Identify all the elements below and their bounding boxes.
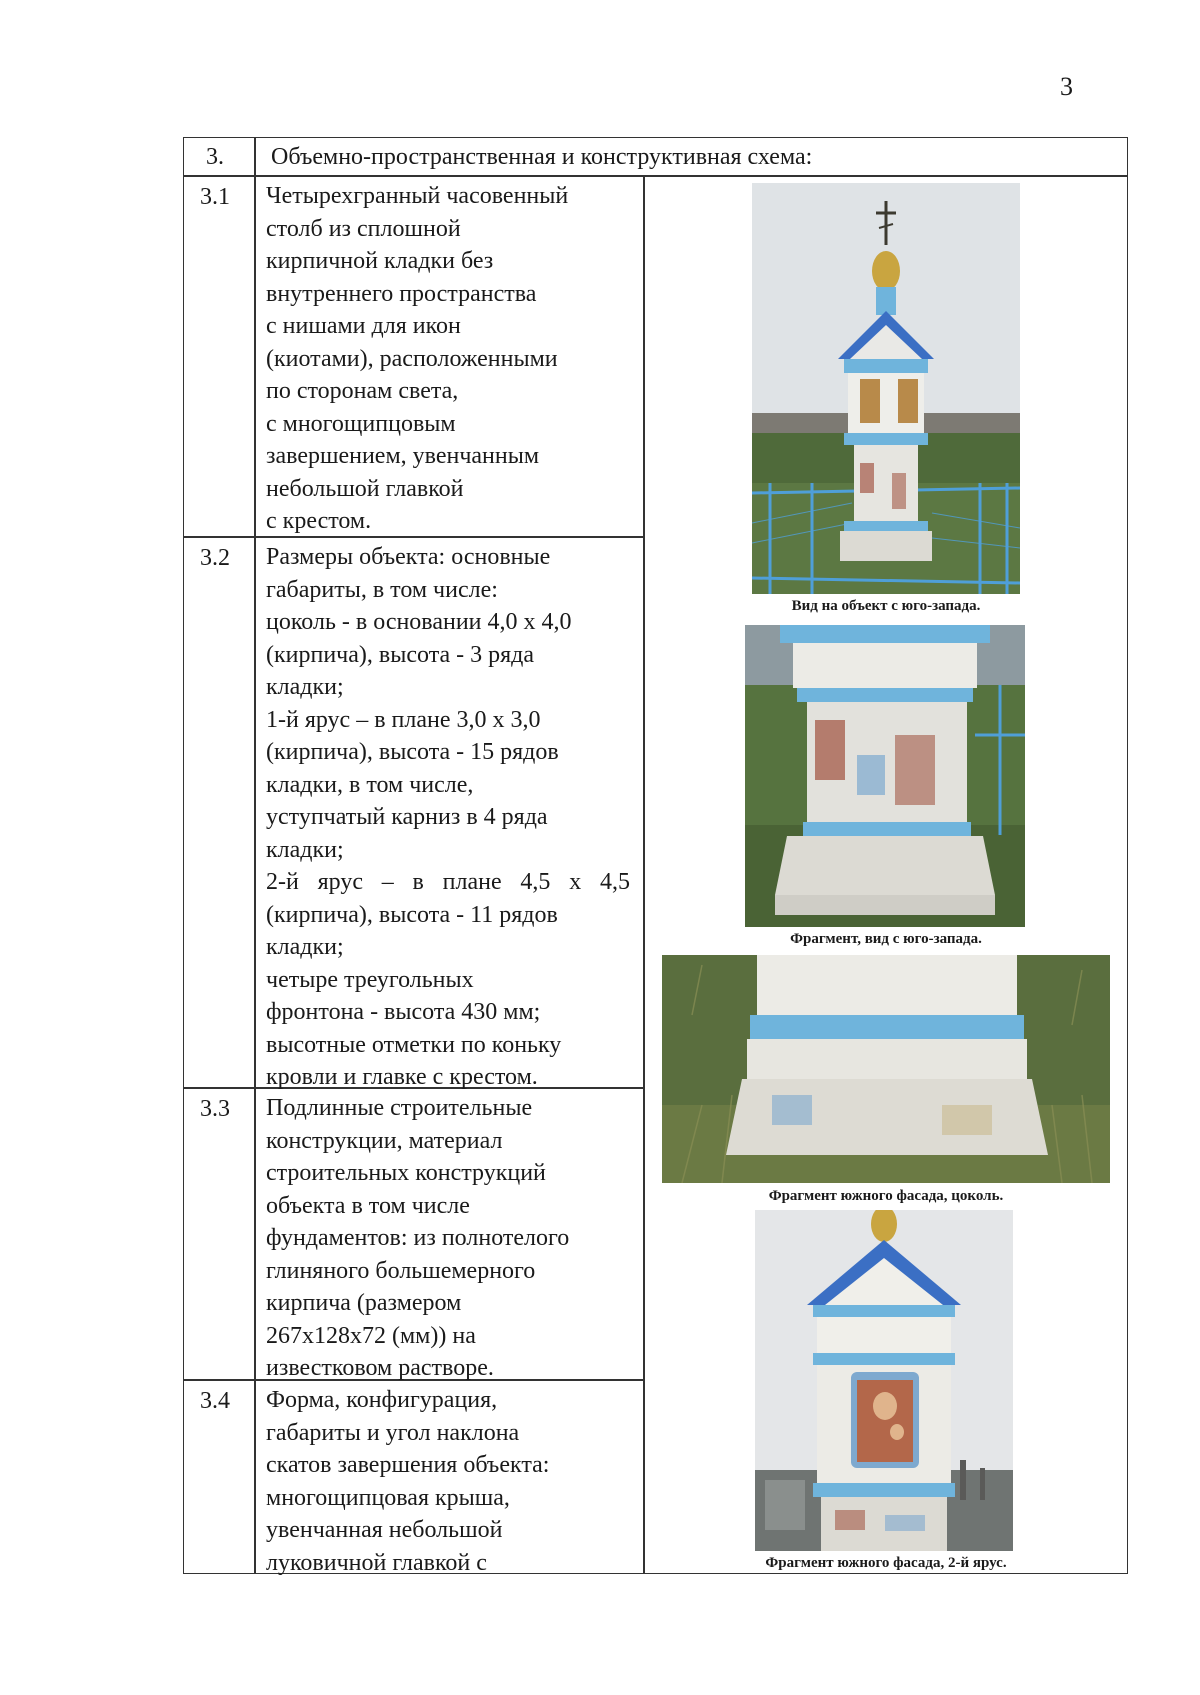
table-divider-header	[183, 175, 1128, 177]
page-number: 3	[1060, 72, 1073, 101]
row-text: кладки; четыре треугольных фронтона - высота 430 мм; высотные отметки по коньку кровли и главке с крестом.	[266, 934, 562, 1090]
table-divider-photo-column	[643, 175, 645, 1574]
photo-caption: Вид на объект с юго-запада.	[791, 598, 981, 614]
photo-south-facade-plinth	[662, 955, 1110, 1183]
photo-caption: Фрагмент южного фасада, 2-й ярус.	[765, 1555, 1007, 1571]
section-title: Объемно-пространственная и конструктивная схема:	[271, 144, 813, 170]
row-text: Четырехгранный часовенный столб из сплошной кирпичной кладки без внутреннего пространства с нишами для икон (киотами), расположенными по сторонам света, с многощипцовым завершением, увенчанным небольшой главкой с крестом.	[266, 183, 569, 534]
table-divider-number-column	[254, 137, 256, 1574]
row-number: 3.1	[200, 184, 230, 210]
row-number: 3.3	[200, 1096, 230, 1122]
row-text: Размеры объекта: основные габариты, в том числе: цоколь - в основании 4,0 х 4,0 (кирпича), высота - 3 ряда кладки; 1-й ярус – в плане 3,0 х 3,0 (кирпича), высота - 15 рядов кладки, в том числе, уступчатый карниз в 4 ряда кладки;	[266, 544, 572, 863]
row-text-justified: 2-й ярус – в плане 4,5 х 4,5 (кирпича), высота - 11 рядов	[266, 869, 630, 928]
row-text: Подлинные строительные конструкции, материал строительных конструкций объекта в том числе фундаментов: из полнотелого глиняного большемерного кирпича (размером 267х128х72 (мм)) на известковом растворе.	[266, 1095, 570, 1381]
photo-plinth-fragment	[745, 625, 1025, 927]
row-number: 3.2	[200, 545, 230, 571]
photo-caption: Фрагмент южного фасада, цоколь.	[768, 1188, 1004, 1204]
row-number: 3.4	[200, 1388, 230, 1414]
row-text: Форма, конфигурация, габариты и угол наклона скатов завершения объекта: многощипцовая крыша, увенчанная небольшой луковичной главкой с	[266, 1387, 550, 1576]
photo-chapel-southwest-view	[752, 183, 1020, 594]
section-number: 3.	[206, 144, 224, 170]
photo-caption: Фрагмент, вид с юго-запада.	[790, 931, 982, 947]
photo-south-facade-second-tier	[755, 1210, 1013, 1551]
